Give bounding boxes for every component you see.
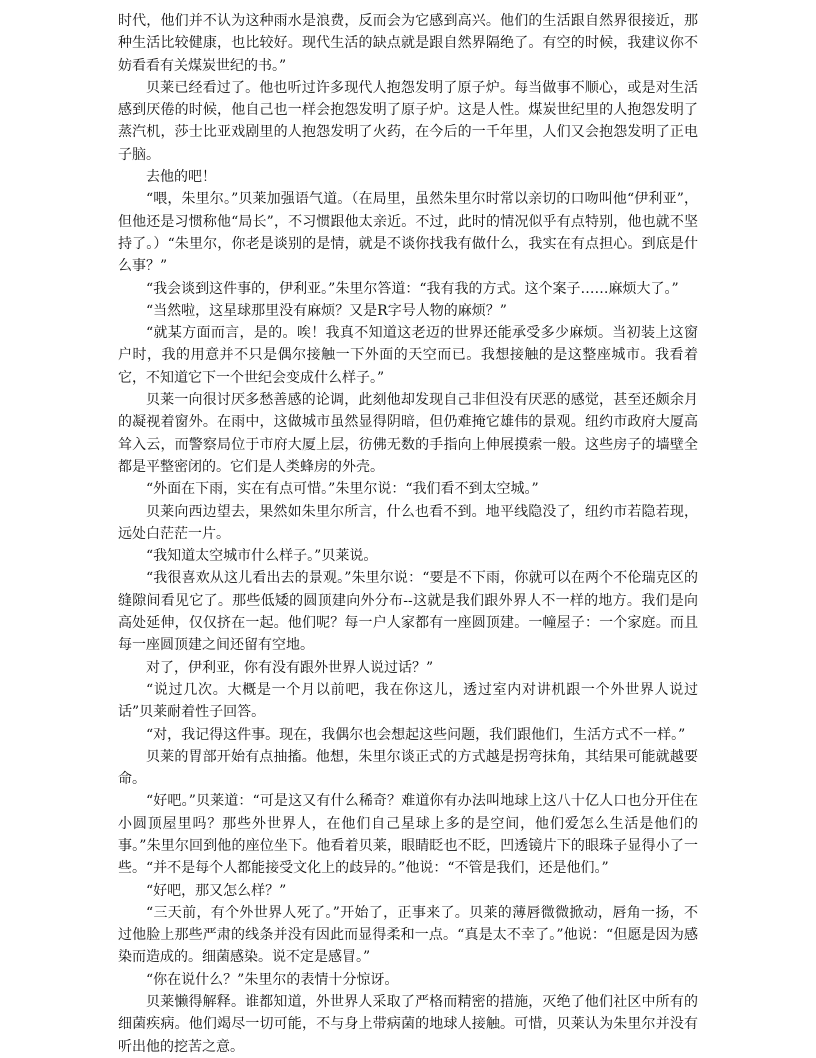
paragraph: 对了，伊利亚，你有没有跟外世界人说过话？” bbox=[146, 659, 434, 676]
paragraph: “好吧。”贝莱道：“可是这又有什么稀奇？难道你有办法叫地球上这八十亿人口也分开住在小圆顶屋里吗？那些外世界人，在他们自己星球上多的是空间，他们爱怎么生活是他们的事。”朱里尔回到他的座位坐下。他看着贝莱，眼睛眨也不眨，凹透镜片下的眼珠子显得小了一些。“并不是每个人都能接受文化上的歧异的。”他说：“不管是我们，还是他们。” bbox=[118, 793, 698, 877]
paragraph: “我知道太空城市什么样子。”贝莱说。 bbox=[146, 548, 378, 565]
paragraph: “三天前，有个外世界人死了。”开始了，正事来了。贝莱的薄唇微微掀动，唇角一扬，不过他脸上那些严肃的线条并没有因此而显得柔和一点。“真是太不幸了。”他说：“但愿是因为感染而造成的。细菌感染。说不定是感冒。” bbox=[118, 904, 698, 966]
paragraph: “喂，朱里尔。”贝莱加强语气道。（在局里，虽然朱里尔时常以亲切的口吻叫他“伊利亚”，但他还是习惯称他“局长”，不习惯跟他太亲近。不过，此时的情况似乎有点特别，他也就不坚持了。）“朱里尔，你老是谈别的是情，就是不谈你找我有做什么，我实在有点担心。到底是什么事？” bbox=[118, 191, 698, 275]
paragraph: 贝莱懒得解释。谁都知道，外世界人采取了严格而精密的措施，灭绝了他们社区中所有的细菌疾病。他们竭尽一切可能，不与身上带病菌的地球人接触。可惜，贝莱认为朱里尔并没有听出他的挖苦之意。 bbox=[118, 994, 698, 1055]
paragraph: “你在说什么？”朱里尔的表情十分惊讶。 bbox=[146, 971, 399, 988]
paragraph: 贝莱向西边望去，果然如朱里尔所言，什么也看不到。地平线隐没了，纽约市若隐若现，远处白茫茫一片。 bbox=[118, 503, 698, 542]
paragraph: 贝莱已经看过了。他也听过许多现代人抱怨发明了原子炉。每当做事不顺心，或是对生活感到厌倦的时候，他自己也一样会抱怨发明了原子炉。这是人性。煤炭世纪里的人抱怨发明了蒸汽机，莎士比亚戏剧里的人抱怨发明了火药，在今后的一千年里，人们又会抱怨发明了正电子脑。 bbox=[118, 79, 698, 163]
paragraph: “就某方面而言，是的。唉！我真不知道这老迈的世界还能承受多少麻烦。当初装上这窗户时，我的用意并不只是偶尔接触一下外面的天空而已。我想接触的是这整座城市。我看着它，不知道它下一个世纪会变成什么样子。” bbox=[118, 325, 698, 386]
document-page bbox=[118, 10, 698, 1058]
paragraph: “对，我记得这件事。现在，我偶尔也会想起这些问题，我们跟他们，生活方式不一样。” bbox=[146, 726, 686, 743]
paragraph: “我会谈到这件事的，伊利亚。”朱里尔答道：“我有我的方式。这个案子……麻烦大了。” bbox=[146, 280, 679, 297]
paragraph: “好吧，那又怎么样？” bbox=[146, 882, 287, 899]
paragraph: 时代，他们并不认为这种雨水是浪费，反而会为它感到高兴。他们的生活跟自然界很接近，那种生活比较健康，也比较好。现代生活的缺点就是跟自然界隔绝了。有空的时候，我建议你不妨看看有关煤炭世纪的书。” bbox=[118, 13, 698, 74]
paragraph: 去他的吧！ bbox=[146, 169, 216, 186]
paragraph: “当然啦，这星球那里没有麻烦？又是R字号人物的麻烦？” bbox=[146, 302, 507, 319]
paragraph: “外面在下雨，实在有点可惜。”朱里尔说：“我们看不到太空城。” bbox=[146, 481, 539, 498]
paragraph: “说过几次。大概是一个月以前吧，我在你这儿，透过室内对讲机跟一个外世界人说过话”贝莱耐着性子回答。 bbox=[118, 681, 698, 721]
paragraph: “我很喜欢从这儿看出去的景观。”朱里尔说：“要是不下雨，你就可以在两个不伦瑞克区的缝隙间看见它了。那些低矮的圆顶建向外分布--这就是我们跟外界人不一样的地方。我们是向高处延伸，仅仅挤在一起。他们呢？每一户人家都有一座圆顶建。一幢屋子：一个家庭。而且每一座圆顶建之间还留有空地。 bbox=[118, 570, 698, 654]
paragraph: 贝莱的胃部开始有点抽搐。他想，朱里尔谈正式的方式越是拐弯抹角，其结果可能就越要命。 bbox=[118, 748, 698, 788]
paragraph: 贝莱一向很讨厌多愁善感的论调，此刻他却发现自己非但没有厌恶的感觉，甚至还颇余月的凝视着窗外。在雨中，这做城市虽然显得阴暗，但仍难掩它雄伟的景观。纽约市政府大厦高耸入云，而警察局位于市府大厦上层，彷佛无数的手指向上伸展摸索一般。这些房子的墙壁全都是平整密闭的。它们是人类蜂房的外壳。 bbox=[118, 392, 698, 475]
